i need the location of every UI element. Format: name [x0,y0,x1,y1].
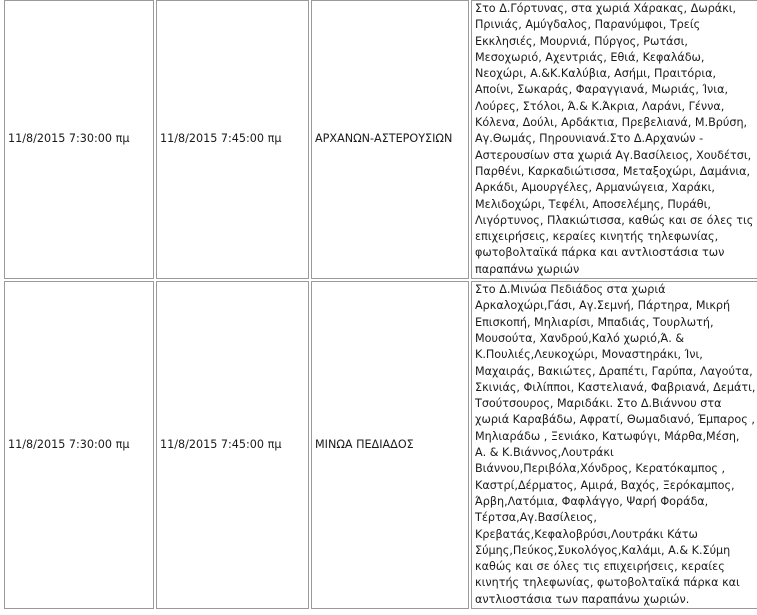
municipality-cell: ΑΡΧΑΝΩΝ-ΑΣΤΕΡΟΥΣΙΩΝ [311,0,469,279]
area-line: Αρκαλοχώρι,Γάσι, Αγ.Σεμνή, Πάρτηρα, Μικρή [475,299,731,313]
power-outage-table [2,0,757,611]
area-line: Βιάννου,Περιβόλα,Χόνδρος, Κερατόκαμπος , [475,462,726,476]
area-line: παραπάνω χωριών [475,262,580,276]
area-line: Κ.Πουλιές,Λευκοχώρι, Μοναστηράκι, Ίνι, [475,348,703,362]
table-row [4,281,757,609]
area-line: Λιγόρτυνος, Πλακιώτισσα, καθώς και σε όλες τις [475,213,754,227]
area-line: καθώς και σε όλες τις επιχειρήσεις, κεραίες [475,560,725,574]
area-line: Μεσοχωριό, Αχεντριάς, Εθιά, Κεφαλάδω, [475,50,705,64]
area-line: Αρκάδι, Αμουργέλες, Αρμανώγεια, Χαράκι, [475,181,715,195]
area-line: Μηλιαράδω , Ξενιάκο, Κατωφύγι, Μάρθα,Μέση, [475,429,740,443]
affected-areas-text [475,1,757,278]
affected-areas-cell [471,281,757,609]
affected-areas-text [475,282,757,608]
area-line: Μαχαιράς, Βακιώτες, Δραπέτι, Γαρύπα, Λαγούτα, [475,364,753,378]
area-line: κινητής τηλεφωνίας, φωτοβολταϊκά πάρκα και [475,576,740,590]
area-line: Αποίνι, Σωκαράς, Φαραγγιανά, Μωριάς, Ίνια, [475,83,729,97]
area-line: επιχειρήσεις, κεραίες κινητής τηλεφωνίας, [475,230,719,244]
area-line: Αγ.Θωμάς, Πηρουνιανά.Στο Δ.Αρχανών - [475,132,704,146]
area-line: χωριά Καραβάδω, Αφρατί, Θωμαδιανό, Έμπαρος , [475,413,755,427]
area-line: Επισκοπή, Μηλιαρίσι, Μπαδιάς, Τουρλωτή, [475,315,714,329]
area-line: Παρθένι, Καρκαδιώτισσα, Μεταξοχώρι, Δαμάνια, [475,164,751,178]
table-row [4,0,757,279]
area-line: Νεοχώρι, Α.&Κ.Καλύβια, Ασήμι, Πραιτόρια, [475,67,717,81]
end-time-cell: 11/8/2015 7:45:00 πμ [156,0,309,279]
area-line: Α. & Κ.Βιάννος,Λουτράκι [475,446,614,460]
area-line: Πρινιάς, Αμύγδαλος, Παρανύμφοι, Τρείς [475,18,701,32]
end-time-cell: 11/8/2015 7:45:00 πμ [156,281,309,609]
area-line: φωτοβολταϊκά πάρκα και αντλιοστάσια των [475,246,725,260]
area-line: Καστρί,Δέρματος, Αμιρά, Βαχός, Ξερόκαμπος, [475,478,735,492]
area-line: Λούρες, Στόλοι, Ά.& Κ.Άκρια, Λαράνι, Γέννα, [475,99,725,113]
area-line: Μουσούτα, Χανδρού,Καλό χωριό,Ά. & [475,331,685,345]
municipality-cell: ΜΙΝΩΑ ΠΕΔΙΑΔΟΣ [311,281,469,609]
outage-table-frame [2,0,757,615]
area-line: Στο Δ.Μινώα Πεδιάδος στα χωριά [475,283,666,297]
area-line: αντλιοστάσια των παραπάνω χωριών. [475,592,690,606]
start-time-cell: 11/8/2015 7:30:00 πμ [4,281,154,609]
area-line: Κόλενα, Δούλι, Αρδάκτια, Πρεβελιανά, Μ.Βρύση, [475,116,748,130]
area-line: Άρβη,Λατόμια, Φαφλάγγο, Ψαρή Φοράδα, [475,494,709,508]
area-line: Τσούτσουρος, Μαριδάκι. Στο Δ.Βιάννου στα [475,397,722,411]
area-line: Σύμης,Πεύκος,Συκολόγος,Καλάμι, Α.& Κ.Σύμη [475,543,731,557]
start-time-cell: 11/8/2015 7:30:00 πμ [4,0,154,279]
area-line: Τέρτσα,Αγ.Βασίλειος, [475,511,597,525]
area-line: Κρεβατάς,Κεφαλοβρύσι,Λουτράκι Κάτω [475,527,698,541]
area-line: Εκκλησιές, Μουρνιά, Πύργος, Ρωτάσι, [475,34,688,48]
area-line: Μελιδοχώρι, Τεφέλι, Αποσελέμης, Πυράθι, [475,197,711,211]
area-line: Στο Δ.Γόρτυνας, στα χωριά Χάρακας, Δωράκι, [475,2,737,15]
area-line: Αστερουσίων στα χωριά Αγ.Βασίλειος, Χουδέτσι, [475,148,752,162]
area-line: Σκινιάς, Φιλίπποι, Καστελιανά, Φαβριανά, Δεμάτι, [475,380,756,394]
affected-areas-cell [471,0,757,279]
